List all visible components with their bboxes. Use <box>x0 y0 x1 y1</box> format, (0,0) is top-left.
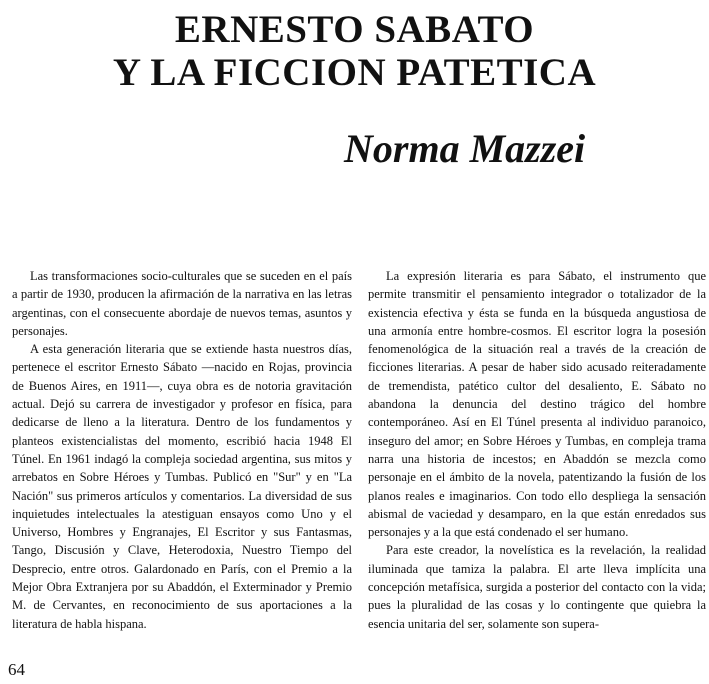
paragraph: Para este creador, la novelística es la revelación, la realidad iluminada que tamiza la palabra. El arte lleva implícita una concepción metafísica, surgida a posterior del contacto con la vida; pues la pluralidad de las cosas y lo contingente que quiebra la esencia unitaria del ser, solamente son supera- <box>368 543 706 631</box>
article-title-line-1: ERNESTO SABATO <box>174 8 535 51</box>
paragraph: La expresión literaria es para Sábato, el instrumento que permite transmitir el pensamiento integrador o totalizador de la existencia efectiva y ésta se funda en la búsqueda angustiosa de una armonía entre hombre-cosmos. El escritor logra la posesión fenomenológica de la situación real a través de la creación de ficciones literarias. A pesar de haber sido acusado reiteradamente de tremendista, patético cultor del desaliento, E. Sábato no abandona la denuncia del destino trágico del hombre contemporáneo. Así en El Túnel presenta al individuo paranoico, inseguro del amor; en Sobre Héroes y Tumbas, en compleja trama narra una historia de incestos; en Abaddón se mezcla como personaje en el ámbito de la novela, patentizando la fusión de los planos reales e imaginarios. Con todo ello despliega la sensación abismal de vaciedad y desamparo, en la que están enredados sus personajes y a la que está condenado el ser humano. <box>368 269 706 540</box>
left-column <box>12 267 352 633</box>
right-column <box>368 267 706 633</box>
paragraph: A esta generación literaria que se extiende hasta nuestros días, pertenece el escritor Ernesto Sábato —nacido en Rojas, provincia de Buenos Aires, en 1911—, cuya obra es de notoria gravitación actual. Dejó su carrera de investigador y profesor en física, para dedicarse de lleno a la literatura. Dentro de los fundamentos y planteos existencialistas del momento, escribió hacia 1948 El Túnel. En 1961 indagó la compleja sociedad argentina, sus mitos y arrebatos en Sobre Héroes y Tumbas. Publicó en "Sur" y en "La Nación" sus primeros artículos y comentarios. La diversidad de sus inquietudes intelectuales la atestiguan ensayos como Uno y el Universo, Hombres y Engranajes, El Escritor y sus Fantasmas, Tango, Discusión y Clave, Heterodoxia, Nuestro Tiempo del Desprecio, entre otros. Galardonado en París, con el Premio a la Mejor Obra Extranjera por su Abaddón, el Exterminador y Premio M. de Cervantes, en reconocimiento de sus aportaciones a la literatura de habla hispana. <box>12 342 352 631</box>
page-number: 64 <box>8 660 25 679</box>
paragraph: Las transformaciones socio-culturales que se suceden en el país a partir de 1930, producen la afirmación de la narrativa en las letras argentinas, con el consecuente abordaje de nuevos temas, asuntos y personajes. <box>12 269 352 338</box>
article-title-line-2: Y LA FICCION PATETICA <box>112 51 597 94</box>
author-name: Norma Mazzei <box>344 126 586 171</box>
